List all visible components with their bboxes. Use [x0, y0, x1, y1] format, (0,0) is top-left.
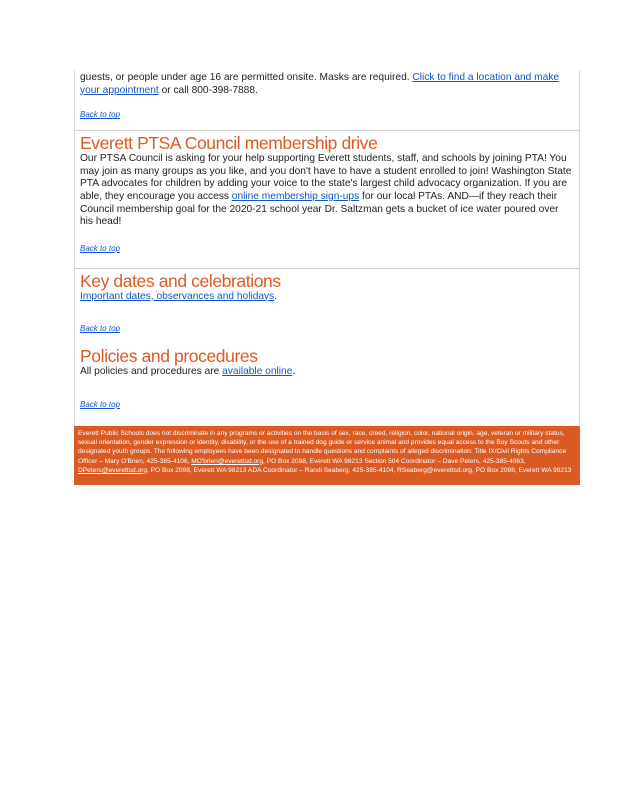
policies-heading: Policies and procedures	[80, 346, 258, 367]
back-to-top-link[interactable]: Back to top	[80, 399, 121, 409]
key-dates-text-after: .	[274, 290, 278, 302]
intro-text: guests, or people under age 16 are permitted onsite. Masks are required.	[80, 72, 413, 83]
policies-online-link[interactable]: available online	[222, 366, 293, 378]
ptsa-text: Our PTSA Council is asking for your help supporting Everett students, staff, and schools by joining PTA! You may join as many groups as you like, and you don't have to have a student enrolled to join! Washington State PTA advocates for children by adding your voice to the state's largest child advocacy organization. If you are able, they encourage you access	[80, 153, 572, 202]
back-to-top-link[interactable]: Back to top	[80, 243, 121, 253]
peters-email-link[interactable]: DPeters@everettsd.org	[78, 466, 147, 474]
nondiscrimination-footer	[74, 426, 580, 485]
important-dates-link[interactable]: Important dates, observances and holidays	[80, 290, 275, 302]
obrien-email-link[interactable]: MO'brien@everettsd.org	[191, 457, 264, 465]
intro-text-after: or call 800-398-7888.	[158, 84, 258, 96]
ptsa-paragraph	[80, 153, 574, 229]
find-location-link[interactable]: Click to find a location and make your appointment	[80, 72, 560, 96]
intro-section	[74, 70, 580, 131]
newsletter-page	[74, 70, 580, 485]
policies-paragraph	[80, 366, 574, 379]
policies-text: All policies and procedures are	[80, 366, 223, 378]
policies-text-after: .	[292, 366, 296, 378]
back-to-top-link[interactable]: Back to top	[80, 324, 121, 334]
key-dates-heading: Key dates and celebrations	[80, 270, 281, 291]
dates-policies-section	[74, 269, 580, 426]
footer-text-2: , PO Box 2098, Everett WA 98213 Section 504 Coordinator – Dave Peters, 425-385-4063,	[263, 457, 526, 465]
membership-signup-link[interactable]: online membership sign-ups	[231, 190, 360, 202]
back-to-top-link[interactable]: Back to top	[80, 110, 121, 120]
footer-text: Everett Public Schools does not discriminate in any programs or activities on the basis of sex, race, creed, religion, color, national origin, age, veteran or military status, sexual orientation, gender expression or identity, disability, or the use of a trained dog guide or service animal and provides equal access to the Boy Scouts and other designated youth groups. The following employees have been designated to handle questions and complaints of alleged discrimination: Title IX/Civil Rights Compliance Officer – Mary O'Brien, 425-385-4106,	[78, 429, 567, 465]
footer-text-3: , PO Box 2098, Everett WA 98213 ADA Coordinator – Randi Seaberg, 425-385-4104, RSeaberg@everettsd.org, PO Box 2098, Everett WA 98213	[147, 466, 572, 474]
intro-paragraph	[80, 72, 574, 97]
ptsa-section	[74, 131, 580, 269]
ptsa-text-after: for our local PTAs. AND—if they reach their Council membership goal for the 2020-21 school year Dr. Saltzman gets a bucket of ice water poured over his head!	[80, 190, 559, 228]
key-dates-paragraph	[80, 291, 574, 304]
ptsa-heading: Everett PTSA Council membership drive	[80, 133, 378, 154]
